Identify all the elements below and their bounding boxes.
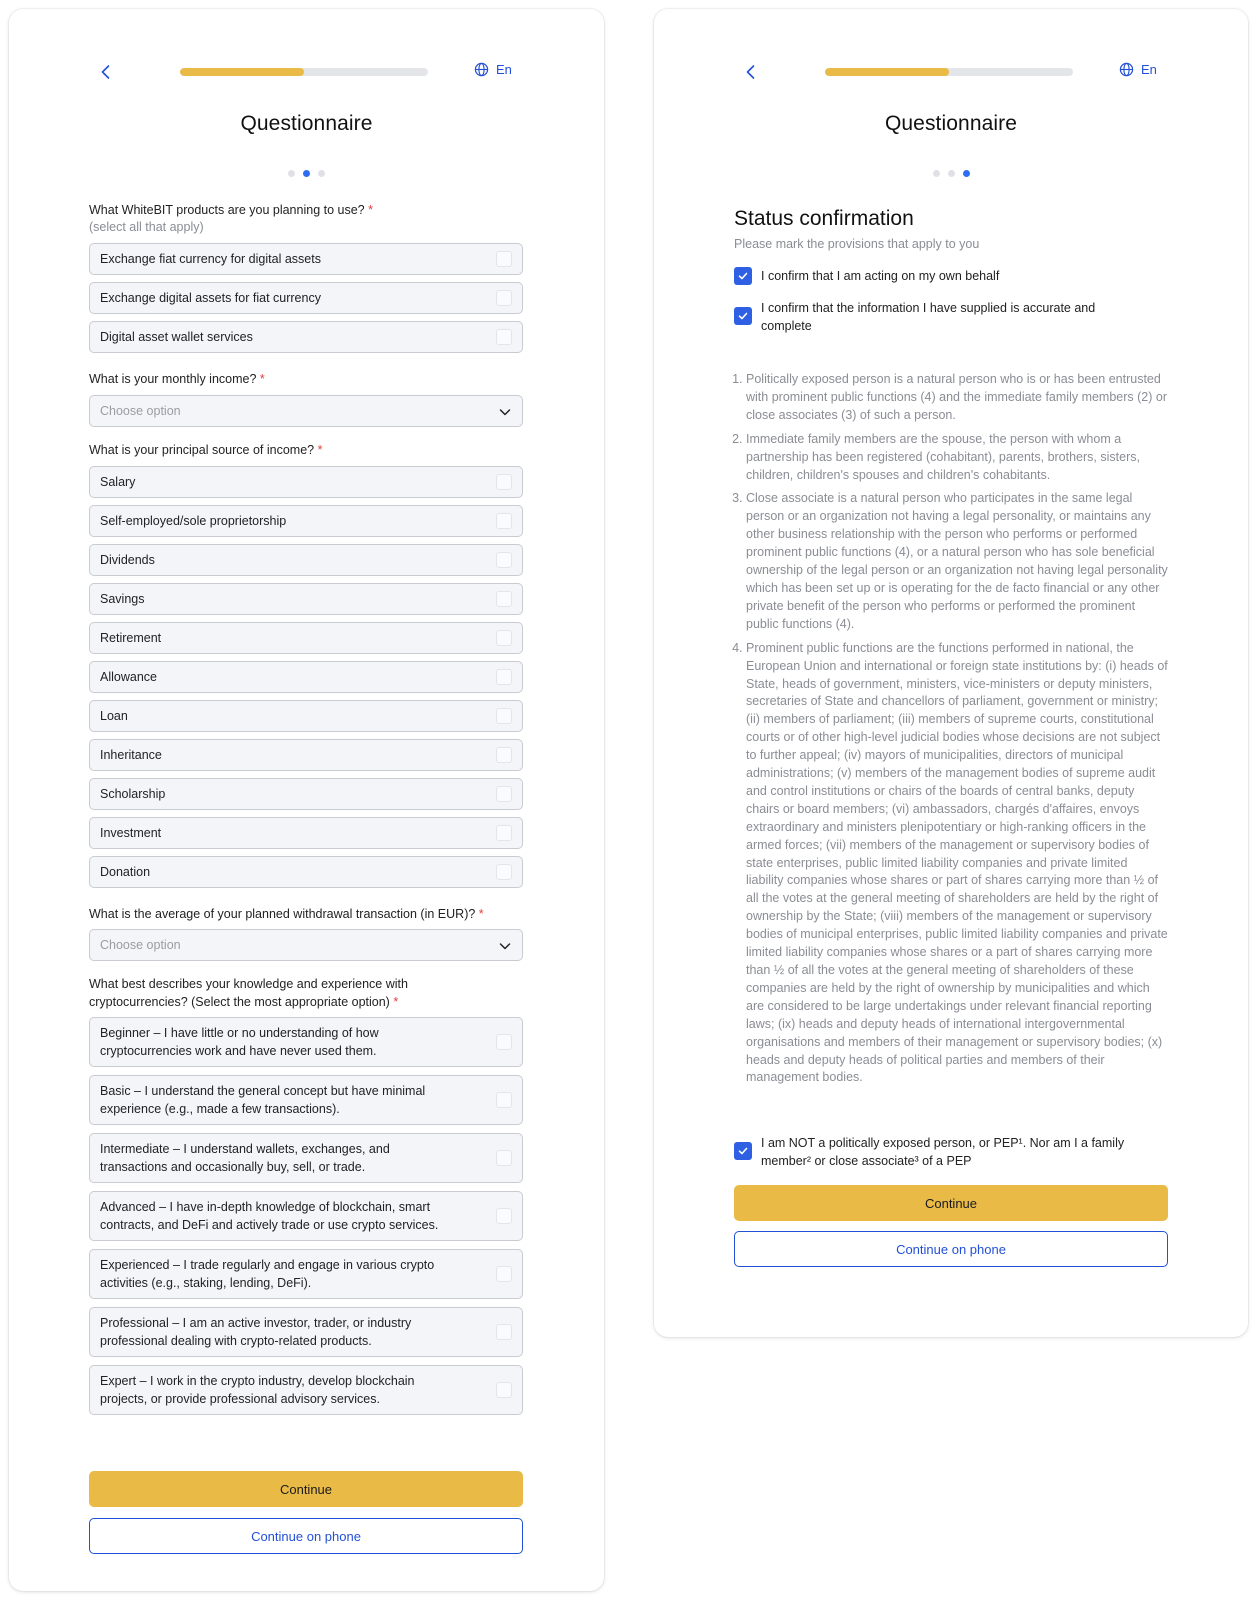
option-label: Investment [100, 826, 162, 840]
confirm-own-behalf[interactable] [734, 267, 1168, 285]
source-options [89, 466, 523, 886]
option-checkbox[interactable] [89, 700, 523, 732]
continue-on-phone-button[interactable]: Continue on phone [89, 1518, 523, 1554]
experience-options [89, 1017, 523, 1413]
question-label: What best describes your knowledge and experience with [89, 977, 408, 991]
question-label: What WhiteBIT products are you planning to use? * [89, 203, 373, 217]
option-checkbox[interactable] [89, 661, 523, 693]
progress-bar [825, 68, 1073, 76]
question-label: What is your monthly income? * [89, 372, 265, 386]
question-income [89, 370, 523, 388]
status-confirmation-card [654, 9, 1248, 1337]
option-label: Experienced – I trade regularly and engage in various crypto activities (e.g., staking, lending, DeFi). [100, 1258, 435, 1290]
option-label: Allowance [100, 670, 157, 684]
checkbox[interactable] [496, 251, 512, 267]
definition-item: 4. Prominent public functions are the functions performed in national, the European Union and international or foreign state institutions by: (i) heads of State, heads of government, ministers, vice-ministers or deputy ministers, secretaries of State and chancellors of parliament, government or ministry; (ii) members of parliament; (iii) members of supreme courts, constitutional courts or of other high-level judicial bodies whose decisions are not subject to further appeal; (iv) mayors of municipalities, directors of municipal administrations; (v) members of the management bodies of supreme audit and control institutions or chairs of the boards of central banks, deputy chairs or board members; (vi) ambassadors, chargés d'affaires, envoys extraordinary and ministers plenipotentiary or high-ranking officers in the armed forces; (vii) members of the management or supervisory bodies of state enterprises, public limited liability companies and private limited liability companies whose shares or part of shares carrying more than ½ of all the votes at the general meeting of shareholders are held by the right of ownership by the State; (viii) members of the management or supervisory bodies of municipal enterprises, public limited liability companies and private limited liability companies whose shares or a part of shares carrying more than ½ of all the votes at the general meeting of shareholders of these companies are held by the right of ownership by municipalities and which are considered to be large undertakings under relevant financial reporting laws; (ix) heads and deputy heads of international intergovernmental organisations and members of their management or supervisory bodies; (x) heads and deputy heads of political parties and members of their management bodies. [746, 640, 1168, 1088]
checkmark-icon [737, 310, 749, 322]
option-checkbox[interactable] [89, 817, 523, 849]
confirm-not-pep[interactable] [734, 1134, 1168, 1170]
pep-definitions [734, 371, 1168, 1093]
step-dot-active [963, 170, 970, 177]
option-label: Exchange fiat currency for digital assets [100, 252, 321, 266]
question-label: What is the average of your planned withdrawal transaction (in EUR)? * [89, 907, 484, 921]
question-products [89, 201, 523, 235]
income-select[interactable] [89, 395, 523, 427]
chevron-left-icon [740, 61, 762, 83]
step-dot [318, 170, 325, 177]
option-checkbox[interactable] [89, 622, 523, 654]
checkbox[interactable] [496, 786, 512, 802]
checkbox[interactable] [496, 825, 512, 841]
option-label: Advanced – I have in-depth knowledge of blockchain, smart contracts, and DeFi and actively trade or use crypto services. [100, 1200, 439, 1232]
language-label: En [1141, 62, 1157, 77]
page-title: Questionnaire [240, 112, 373, 135]
continue-button[interactable]: Continue [734, 1185, 1168, 1221]
definition-item: 2. Immediate family members are the spouse, the person with whom a partnership has been registered (cohabitant), parents, brothers, sisters, children, children's spouses and children's cohabitants. [746, 431, 1168, 485]
option-label: Salary [100, 475, 136, 489]
question-source [89, 441, 523, 459]
option-radio[interactable] [89, 1365, 523, 1415]
language-switcher[interactable] [1119, 62, 1157, 77]
option-checkbox[interactable] [89, 243, 523, 275]
top-bar [654, 61, 1248, 83]
option-label: Self-employed/sole proprietorship [100, 514, 287, 528]
checkbox[interactable] [496, 747, 512, 763]
option-label: Basic – I understand the general concept but have minimal experience (e.g., made a few transactions). [100, 1084, 426, 1116]
option-label: Expert – I work in the crypto industry, develop blockchain projects, or provide professional advisory services. [100, 1374, 415, 1406]
question-label: What is your principal source of income? * [89, 443, 323, 457]
checkbox-checked[interactable] [734, 1142, 752, 1160]
option-label: Savings [100, 592, 145, 606]
option-checkbox[interactable] [89, 544, 523, 576]
checkbox[interactable] [496, 329, 512, 345]
top-bar [9, 61, 604, 83]
checkbox[interactable] [496, 552, 512, 568]
section-title: Status confirmation [734, 207, 914, 230]
confirm-info-accurate[interactable] [734, 299, 1168, 335]
page-title: Questionnaire [884, 112, 1018, 135]
withdrawal-select-wrap [89, 929, 523, 961]
checkbox[interactable] [496, 1208, 512, 1224]
option-label: Retirement [100, 631, 162, 645]
chevron-down-icon [498, 405, 512, 419]
back-button[interactable] [740, 61, 762, 83]
option-label: Dividends [100, 553, 155, 567]
globe-icon [474, 62, 489, 77]
option-label: Exchange digital assets for fiat currency [100, 291, 321, 305]
checkmark-icon [737, 1145, 749, 1157]
checkbox-checked[interactable] [734, 267, 752, 285]
checkbox-checked[interactable] [734, 307, 752, 325]
confirm-label: I confirm that the information I have supplied is accurate and complete [761, 301, 1096, 333]
withdrawal-select[interactable] [89, 929, 523, 961]
progress-fill [825, 68, 949, 76]
option-checkbox[interactable] [89, 282, 523, 314]
option-label: Beginner – I have little or no understanding of how cryptocurrencies work and have never used them. [100, 1026, 379, 1058]
chevron-down-icon [498, 939, 512, 953]
question-label-line2: cryptocurrencies? (Select the most appropriate option) * [89, 995, 399, 1009]
option-radio[interactable] [89, 1307, 523, 1357]
option-checkbox[interactable] [89, 856, 523, 888]
question-experience [89, 975, 523, 1011]
language-label: En [496, 62, 512, 77]
globe-icon [1119, 62, 1134, 77]
checkbox[interactable] [496, 1150, 512, 1166]
question-hint: (select all that apply) [89, 220, 204, 234]
checkbox[interactable] [496, 591, 512, 607]
checkbox[interactable] [496, 513, 512, 529]
checkbox[interactable] [496, 1034, 512, 1050]
option-radio[interactable] [89, 1249, 523, 1299]
option-label: Scholarship [100, 787, 166, 801]
definition-item: 3. Close associate is a natural person who participates in the same legal person or an organization not having a legal personality, or maintains any other business relationship with the person who performs or performed prominent public functions (4), or a natural person who has sole beneficial ownership of the legal person or an organization not having legal personality which has been set up or is operating for the de facto financial or any other private benefit of the person who performs or performed the prominent public functions (4). [746, 490, 1168, 633]
checkbox[interactable] [496, 630, 512, 646]
option-checkbox[interactable] [89, 321, 523, 353]
questionnaire-card-left [9, 9, 604, 1591]
checkbox[interactable] [496, 708, 512, 724]
progress-bar [180, 68, 428, 76]
option-radio[interactable] [89, 1133, 523, 1183]
step-dot [288, 170, 295, 177]
confirm-label: I confirm that I am acting on my own behalf [761, 269, 1000, 283]
checkmark-icon [737, 270, 749, 282]
checkbox[interactable] [496, 1382, 512, 1398]
option-checkbox[interactable] [89, 583, 523, 615]
option-label: Intermediate – I understand wallets, exchanges, and transactions and occasionally buy, sell, or trade. [100, 1142, 390, 1174]
option-label: Professional – I am an active investor, trader, or industry professional dealing with crypto-related products. [100, 1316, 412, 1348]
option-label: Loan [100, 709, 128, 723]
step-indicator [654, 170, 1248, 177]
option-label: Inheritance [100, 748, 162, 762]
option-radio[interactable] [89, 1017, 523, 1067]
checkbox[interactable] [496, 1266, 512, 1282]
question-withdrawal [89, 905, 523, 923]
section-subtitle: Please mark the provisions that apply to you [734, 237, 980, 251]
checkbox[interactable] [496, 669, 512, 685]
step-dot [933, 170, 940, 177]
checkbox[interactable] [496, 864, 512, 880]
option-checkbox[interactable] [89, 739, 523, 771]
checkbox[interactable] [496, 1092, 512, 1108]
income-select-wrap [89, 395, 523, 427]
checkbox[interactable] [496, 290, 512, 306]
option-checkbox[interactable] [89, 505, 523, 537]
back-button[interactable] [95, 61, 117, 83]
step-indicator [9, 170, 604, 177]
progress-fill [180, 68, 304, 76]
chevron-left-icon [95, 61, 117, 83]
step-dot-active [303, 170, 310, 177]
confirm-label: I am NOT a politically exposed person, or PEP¹. Nor am I a family member² or close associate³ of a PEP [761, 1136, 1125, 1168]
option-label: Digital asset wallet services [100, 330, 253, 344]
option-radio[interactable] [89, 1075, 523, 1125]
select-placeholder: Choose option [100, 404, 181, 418]
option-checkbox[interactable] [89, 466, 523, 498]
actions [734, 1185, 1168, 1267]
definition-item: 1. Politically exposed person is a natural person who is or has been entrusted with prominent public functions (4) and the immediate family members (2) or close associates (3) of such a person. [746, 371, 1168, 425]
continue-on-phone-button[interactable]: Continue on phone [734, 1231, 1168, 1267]
step-dot [948, 170, 955, 177]
select-placeholder: Choose option [100, 938, 181, 952]
continue-button[interactable]: Continue [89, 1471, 523, 1507]
checkbox[interactable] [496, 1324, 512, 1340]
language-switcher[interactable] [474, 62, 512, 77]
products-options [89, 243, 523, 355]
option-checkbox[interactable] [89, 778, 523, 810]
option-label: Donation [100, 865, 151, 879]
actions [89, 1471, 523, 1553]
checkbox[interactable] [496, 474, 512, 490]
option-radio[interactable] [89, 1191, 523, 1241]
